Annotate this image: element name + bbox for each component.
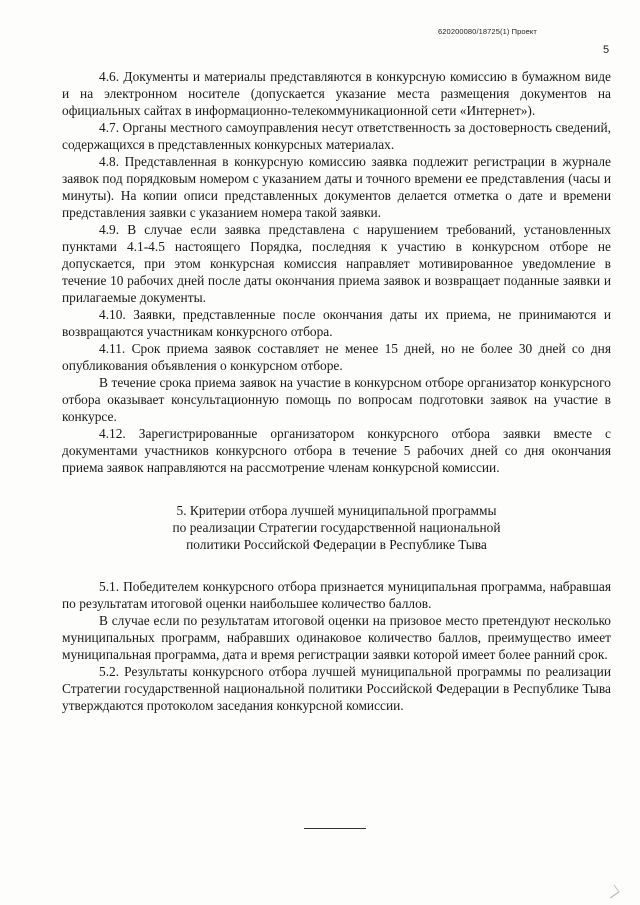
section-5-heading [62,502,611,553]
scan-mark-icon [605,885,619,899]
document-body [62,68,611,714]
heading-line: политики Российской Федерации в Республике Тыва [186,537,487,552]
paragraph-5-1-cont: В случае если по результатам итоговой оценки на призовое место претендуют несколько муниципальных программ, набравших одинаковое количество баллов, преимущество имеет муниципальная программа, дата и время регистрации заявки которой имеет более ранний срок. [62,613,611,662]
heading-line: по реализации Стратегии государственной национальной [172,520,501,535]
paragraph-4-8: 4.8. Представленная в конкурсную комиссию заявка подлежит регистрации в журнале заявок под порядковым номером с указанием даты и точного времени ее представления (часы и минуты). На копии описи представленных документов делается отметка о дате и времени представления заявки с указанием номера такой заявки. [62,154,611,220]
paragraph-4-11: 4.11. Срок приема заявок составляет не менее 15 дней, но не более 30 дней со дня опубликования объявления о конкурсном отборе. [62,341,611,373]
paragraph-4-9: 4.9. В случае если заявка представлена с нарушением требований, установленных пунктами 4.1-4.5 настоящего Порядка, последняя к участию в конкурсном отборе не допускается, при этом конкурсная комиссия направляет мотивированное уведомление в течение 10 рабочих дней после даты окончания приема заявок и возвращает поданные заявки и прилагаемые документы. [62,222,611,305]
end-divider [304,828,366,829]
document-code: 620200080/18725(1) Проект [438,27,537,36]
paragraph-5-1: 5.1. Победителем конкурсного отбора признается муниципальная программа, набравшая по результатам итоговой оценки наибольшее количество баллов. [62,579,611,611]
paragraph-4-12: 4.12. Зарегистрированные организатором конкурсного отбора заявки вместе с документами участников конкурсного отбора в течение 5 рабочих дней со дня окончания приема заявок направляются на рассмотрение членам конкурсной комиссии. [62,426,611,475]
paragraph-5-2: 5.2. Результаты конкурсного отбора лучшей муниципальной программы по реализации Стратегии государственной национальной политики Российской Федерации в Республике Тыва утверждаются протоколом заседания конкурсной комиссии. [62,664,611,713]
paragraph-4-7: 4.7. Органы местного самоуправления несут ответственность за достоверность сведений, содержащихся в представленных конкурсных материалах. [62,120,611,152]
page-number: 5 [603,44,610,56]
paragraph-4-6: 4.6. Документы и материалы представляются в конкурсную комиссию в бумажном виде и на электронном носителе (допускается указание места размещения документов на официальных сайтах в информационно-телекоммуникационной сети «Интернет»). [62,69,611,118]
paragraph-4-10: 4.10. Заявки, представленные после окончания даты их приема, не принимаются и возвращаются участникам конкурсного отбора. [62,307,611,339]
heading-line: 5. Критерии отбора лучшей муниципальной программы [176,503,497,518]
paragraph-4-11-cont: В течение срока приема заявок на участие в конкурсном отборе организатор конкурсного отбора оказывает консультационную помощь по вопросам подготовки заявок на участие в конкурсе. [62,375,611,424]
